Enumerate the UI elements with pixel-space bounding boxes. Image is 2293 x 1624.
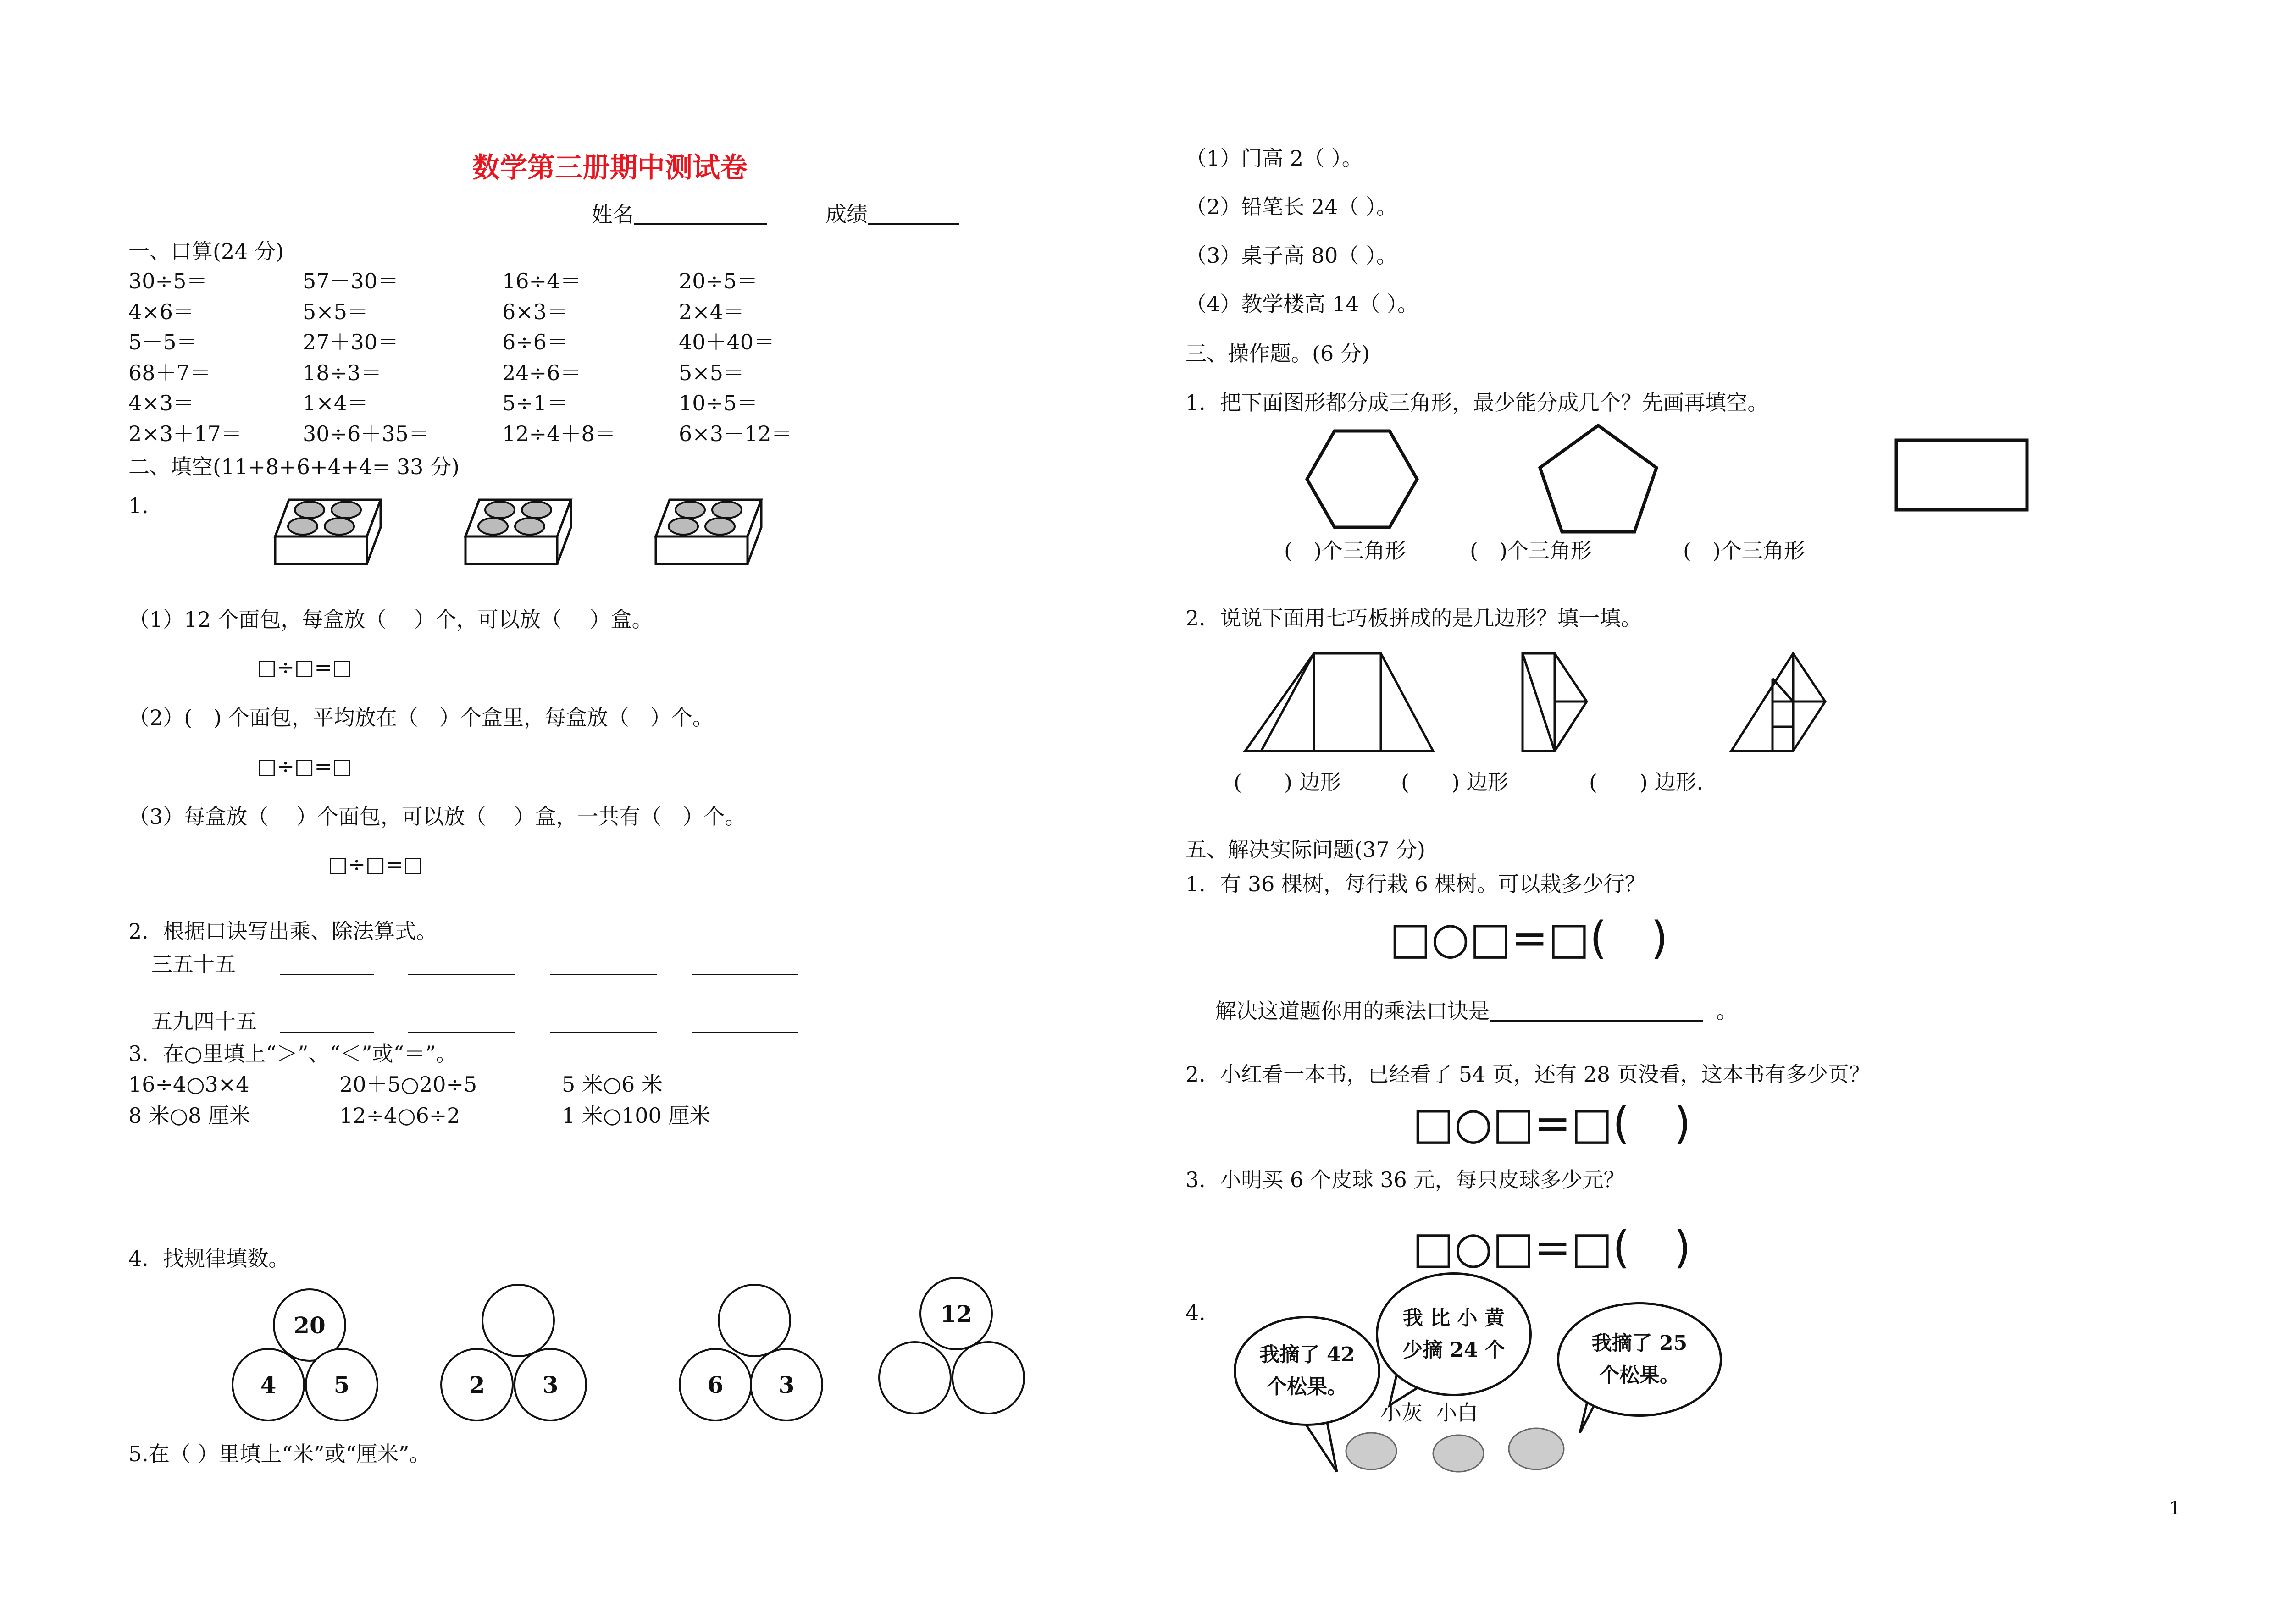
arithmetic-item: 2×4＝ — [679, 299, 745, 324]
arithmetic-item: 68＋7＝ — [128, 360, 211, 385]
bread-box-icon — [465, 500, 571, 564]
shape-answer-label: ( )个三角形 — [1683, 538, 1805, 563]
section-1-heading: 一、口算(24 分) — [128, 239, 284, 264]
arithmetic-item: 10÷5＝ — [679, 391, 758, 415]
q1-part-2-equation: □÷□=□ — [257, 754, 352, 779]
bread-box-icon — [656, 500, 761, 564]
number-circle: 6 — [679, 1348, 752, 1421]
q2-row-1-label: 三五十五 — [151, 952, 236, 977]
sec5-q1-prompt: 1．有 36 棵树，每行栽 6 棵树。可以栽多少行？ — [1185, 872, 1646, 896]
q2-row-2-label: 五九四十五 — [151, 1009, 257, 1034]
arithmetic-item: 5÷1＝ — [502, 391, 568, 415]
q3-item: 5 米○6 米 — [562, 1072, 663, 1097]
answer-blank[interactable] — [280, 1032, 374, 1033]
number-circle — [482, 1284, 555, 1357]
section-5-heading: 五、解决实际问题(37 分) — [1185, 837, 1426, 862]
answer-blank[interactable] — [550, 974, 657, 975]
arithmetic-item: 40＋40＝ — [679, 330, 775, 354]
answer-equation-boxes: □○□=□( ) — [1390, 912, 1668, 964]
arithmetic-item: 4×6＝ — [128, 299, 194, 324]
sec5-q2-prompt: 2．小红看一本书，已经看了 54 页，还有 28 页没看，这本书有多少页？ — [1185, 1062, 1870, 1087]
score-label: 成绩 — [825, 204, 959, 225]
arithmetic-item: 6×3＝ — [502, 299, 568, 324]
section-2-heading: 二、填空(11+8+6+4+4= 33 分) — [128, 454, 460, 479]
bread-box-illustrations — [271, 491, 775, 569]
q5-prompt: 5.在（ ）里填上“米”或“厘米”。 — [128, 1442, 431, 1466]
tangram-figures — [1245, 651, 1864, 761]
number-circle: 12 — [919, 1277, 993, 1350]
shape-answer-label: ( )个三角形 — [1470, 538, 1592, 563]
q3-item: 8 米○8 厘米 — [128, 1103, 250, 1128]
q1-number: 1． — [128, 493, 163, 518]
speech-bubble: 我摘了 42 个松果。 — [1234, 1316, 1380, 1426]
section-3-heading: 三、操作题。(6 分) — [1185, 341, 1370, 366]
squirrel-names: 小灰 小白 — [1380, 1400, 1479, 1425]
answer-blank[interactable] — [692, 974, 798, 975]
arithmetic-item: 6×3－12＝ — [679, 421, 792, 446]
sec3-q1-prompt: 1．把下面图形都分成三角形，最少能分成几个？先画再填空。 — [1185, 390, 1769, 415]
squirrel-illustration — [1346, 1433, 1396, 1469]
speech-bubble: 我摘了 25 个松果。 — [1557, 1302, 1722, 1417]
q1-part-1: （1）12 个面包，每盒放（ ）个，可以放（ ）盒。 — [128, 607, 653, 632]
arithmetic-item: 24÷6＝ — [502, 360, 582, 385]
arithmetic-item: 27＋30＝ — [303, 330, 399, 354]
bread-box-icon — [275, 500, 381, 564]
number-circle — [952, 1341, 1025, 1414]
tangram-answer-label: ( ) 边形. — [1589, 770, 1704, 795]
rectangle-shape — [1896, 440, 2027, 510]
answer-blank[interactable] — [408, 974, 515, 975]
arithmetic-item: 2×3＋17＝ — [128, 421, 242, 446]
q5-item: （3）桌子高 80（ ）。 — [1185, 243, 1398, 268]
q1-part-3: （3）每盒放（ ）个面包，可以放（ ）盒，一共有（ ）个。 — [128, 804, 746, 829]
number-circle: 4 — [232, 1348, 305, 1421]
q4-prompt: 4．找规律填数。 — [128, 1246, 290, 1271]
answer-blank[interactable] — [550, 1032, 657, 1033]
q2-prompt: 2．根据口诀写出乘、除法算式。 — [128, 919, 438, 944]
q1-part-3-equation: □÷□=□ — [328, 852, 423, 877]
tangram-answer-label: ( ) 边形 — [1401, 770, 1509, 795]
number-circle: 3 — [750, 1348, 823, 1421]
answer-blank[interactable] — [280, 974, 374, 975]
q5-item: （4）教学楼高 14（ ）。 — [1185, 292, 1419, 316]
shape-answer-label: ( )个三角形 — [1284, 538, 1406, 563]
arithmetic-item: 57－30＝ — [303, 269, 399, 293]
number-circle: 20 — [273, 1288, 346, 1362]
q3-item: 12÷4○6÷2 — [339, 1103, 460, 1128]
page-number: 1 — [2169, 1498, 2181, 1519]
arithmetic-item: 5×5＝ — [303, 299, 369, 324]
q1-part-2: （2）( ) 个面包，平均放在（ ）个盒里，每盒放（ ）个。 — [128, 705, 714, 730]
number-circle: 3 — [514, 1348, 587, 1421]
q3-item: 16÷4○3×4 — [128, 1072, 249, 1097]
answer-blank[interactable] — [692, 1032, 798, 1033]
speech-bubble: 我 比 小 黄 少摘 24 个 — [1376, 1272, 1532, 1396]
sec5-q4-number: 4． — [1185, 1300, 1220, 1325]
squirrel-illustration — [1509, 1428, 1564, 1469]
q3-item: 1 米○100 厘米 — [562, 1103, 711, 1128]
number-circle — [878, 1341, 952, 1414]
arithmetic-item: 18÷3＝ — [303, 360, 382, 385]
arithmetic-item: 5×5＝ — [679, 360, 745, 385]
pentagon-shape — [1540, 425, 1656, 532]
number-circle: 2 — [440, 1348, 514, 1421]
arithmetic-item: 20÷5＝ — [679, 269, 758, 293]
answer-equation-boxes: □○□=□( ) — [1412, 1222, 1691, 1273]
squirrel-illustration — [1433, 1435, 1484, 1472]
sec5-q3-prompt: 3．小明买 6 个皮球 36 元，每只皮球多少元？ — [1185, 1167, 1625, 1192]
page-title: 数学第三册期中测试卷 — [472, 152, 748, 184]
q5-item: （2）铅笔长 24（ ）。 — [1185, 194, 1398, 219]
arithmetic-item: 4×3＝ — [128, 391, 194, 415]
sec5-q1-note: 解决这道题你用的乘法口诀是 。 — [1215, 999, 1738, 1023]
arithmetic-item: 1×4＝ — [303, 391, 369, 415]
q1-part-1-equation: □÷□=□ — [257, 655, 352, 679]
polygon-shapes — [1307, 422, 2041, 536]
answer-blank[interactable] — [408, 1032, 515, 1033]
number-circle — [718, 1284, 791, 1357]
name-label: 姓名 — [592, 204, 767, 225]
arithmetic-item: 12÷4＋8＝ — [502, 421, 616, 446]
q3-prompt: 3．在○里填上“＞”、“＜”或“＝”。 — [128, 1041, 457, 1066]
arithmetic-item: 5－5＝ — [128, 330, 198, 354]
tangram-answer-label: ( ) 边形 — [1234, 770, 1341, 795]
answer-equation-boxes: □○□=□( ) — [1412, 1098, 1691, 1149]
sec3-q2-prompt: 2．说说下面用七巧板拼成的是几边形？填一填。 — [1185, 606, 1642, 630]
arithmetic-item: 6÷6＝ — [502, 330, 568, 354]
arithmetic-item: 30÷5＝ — [128, 269, 208, 293]
number-circle: 5 — [305, 1348, 378, 1421]
arithmetic-item: 16÷4＝ — [502, 269, 582, 293]
arithmetic-item: 30÷6＋35＝ — [303, 421, 430, 446]
q3-item: 20＋5○20÷5 — [339, 1072, 477, 1097]
q5-item: （1）门高 2（ ）。 — [1185, 146, 1363, 171]
hexagon-shape — [1307, 431, 1417, 527]
